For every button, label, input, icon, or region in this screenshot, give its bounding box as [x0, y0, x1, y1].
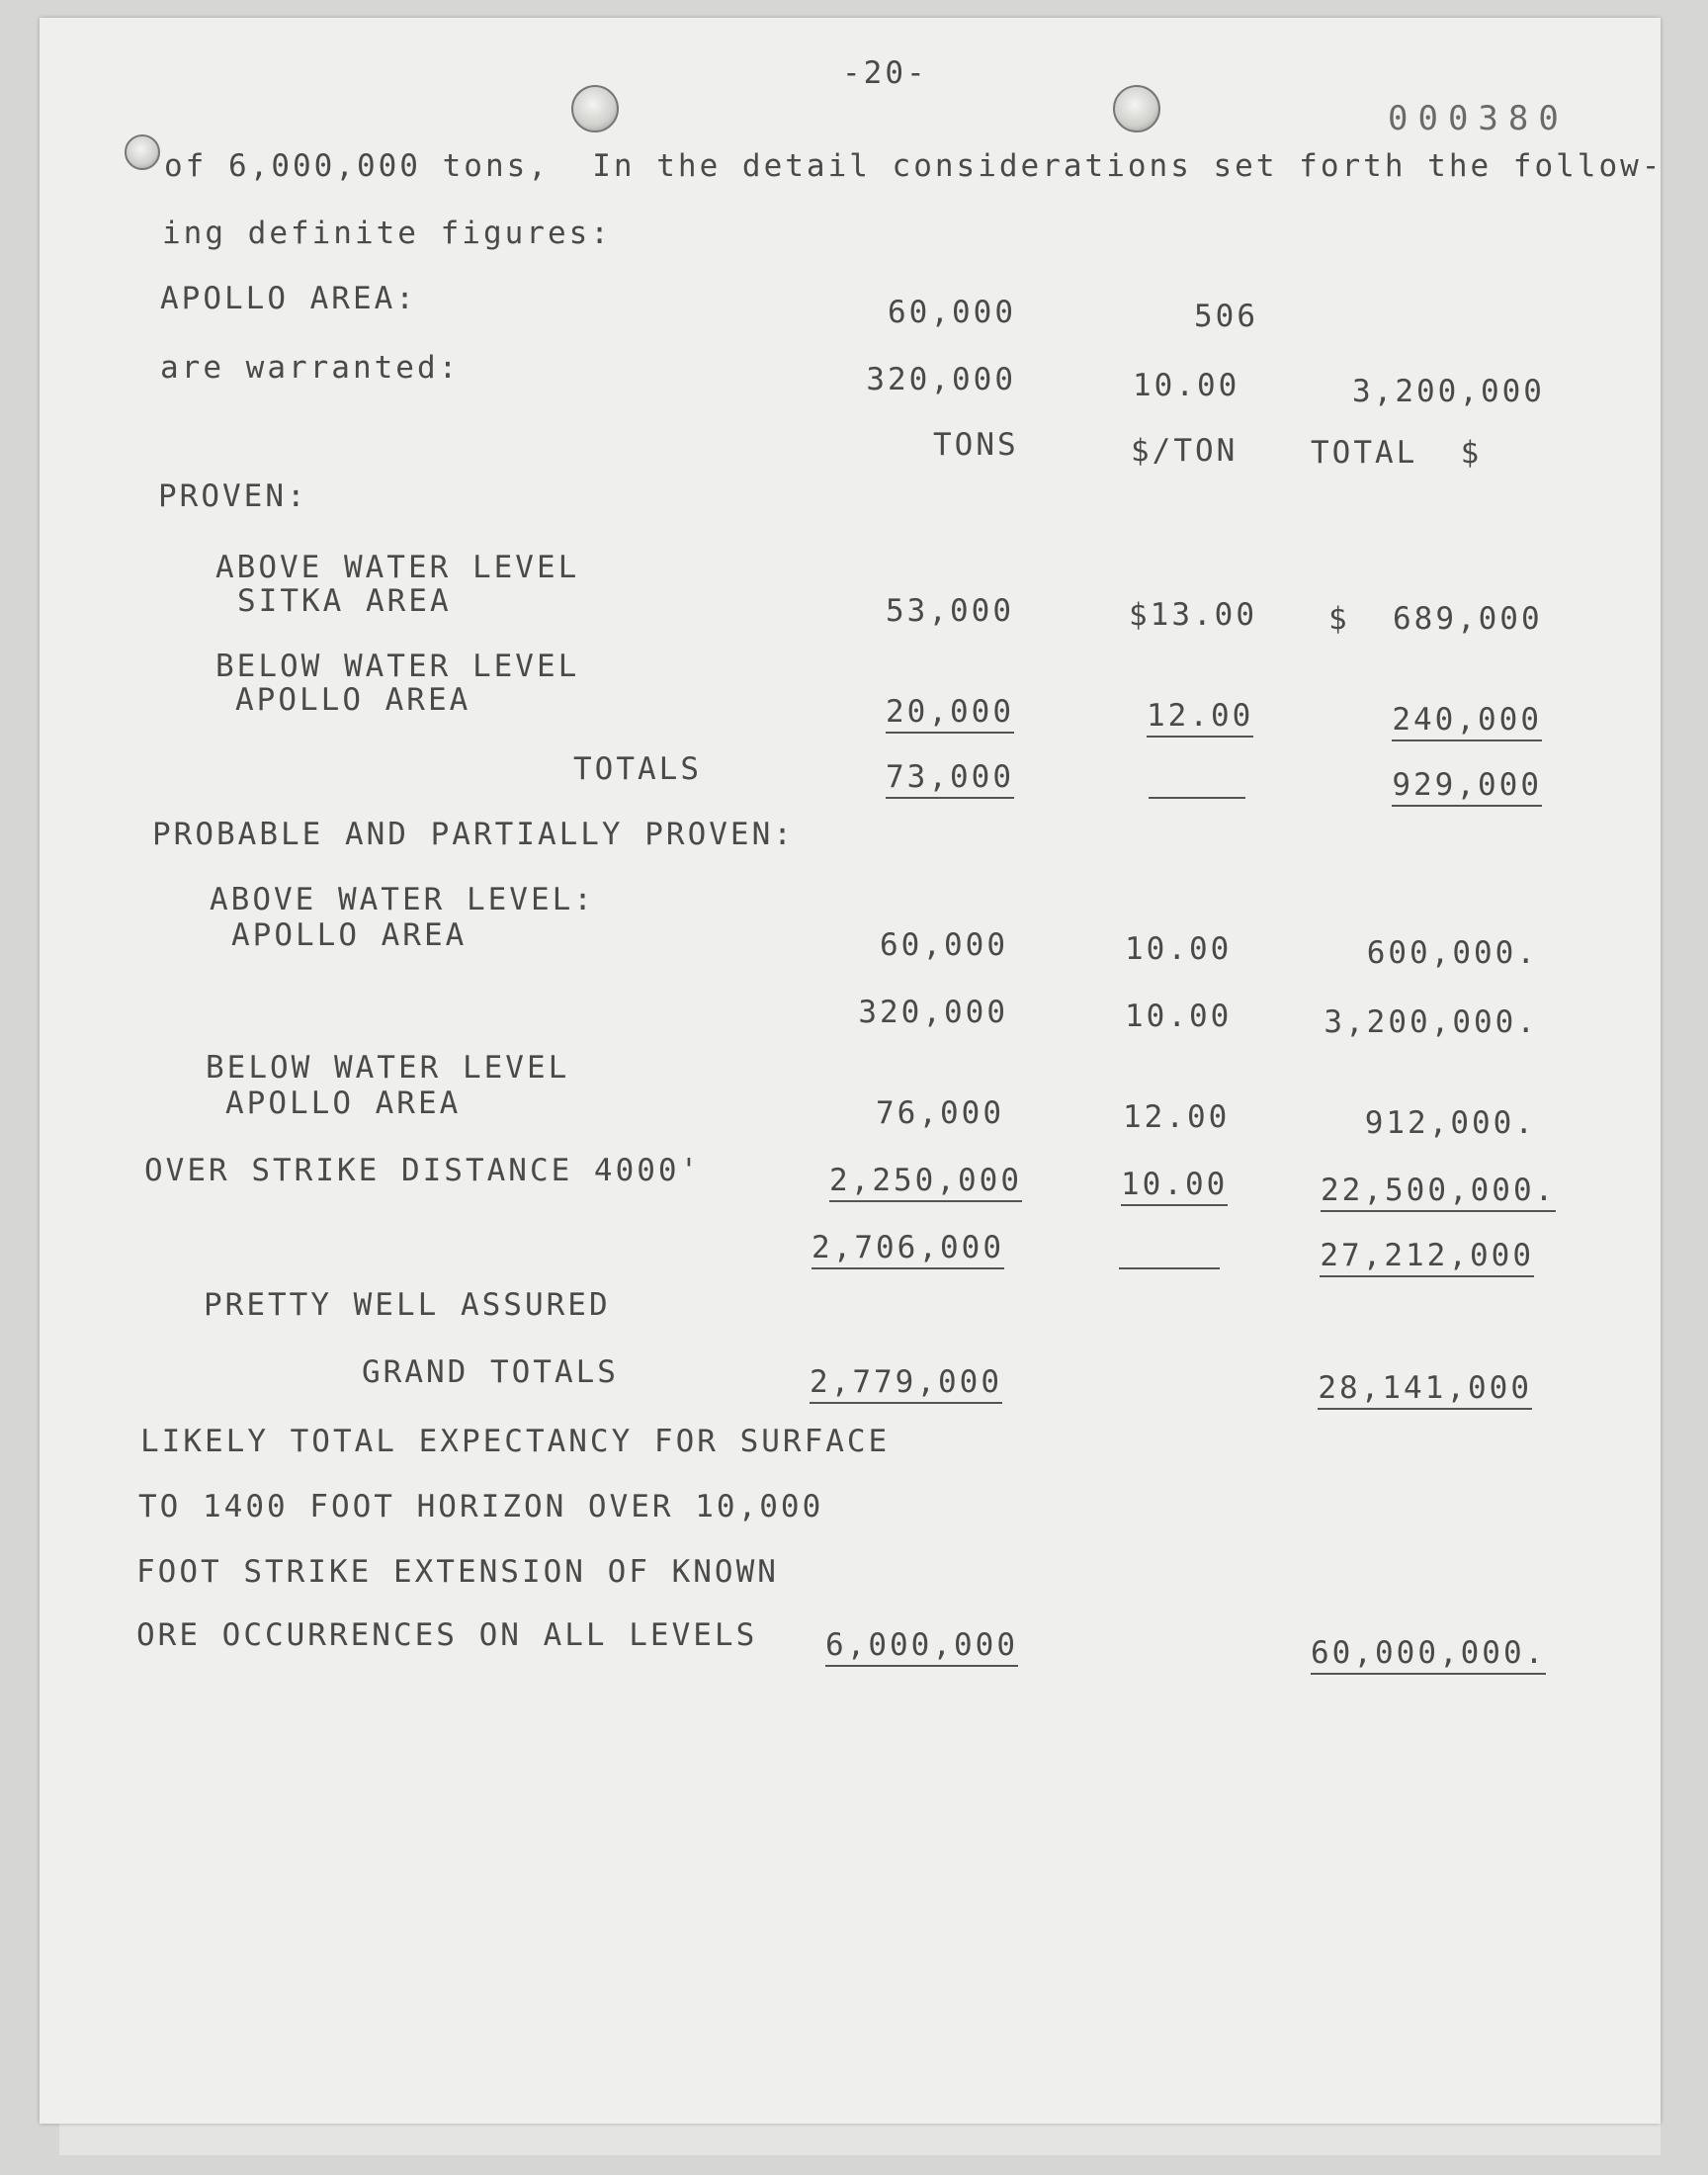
probable-row3-tons: 76,000	[876, 1095, 1004, 1131]
proven-heading: PROVEN:	[158, 478, 308, 514]
expectancy-total	[1311, 1635, 1547, 1671]
probable-row3-rate: 12.00	[1123, 1099, 1231, 1135]
proven-row2-rate-value: 12.00	[1147, 698, 1253, 738]
grand-totals-tons	[785, 1364, 1002, 1400]
probable-above-label2: APOLLO AREA	[231, 917, 468, 953]
proven-row1-total: $ 689,000	[1328, 601, 1543, 637]
grand-totals-tons-value: 2,779,000	[810, 1364, 1002, 1404]
probable-below-label2: APOLLO AREA	[225, 1086, 462, 1121]
pretty-well-assured-label: PRETTY WELL ASSURED	[204, 1287, 611, 1323]
probable-subtotal-tons-value: 2,706,000	[811, 1230, 1004, 1269]
proven-totals-tons	[797, 759, 1014, 795]
column-header-tons: TONS	[933, 427, 1019, 463]
proven-row2-tons	[797, 694, 1014, 730]
proven-row1-label2: SITKA AREA	[237, 583, 452, 619]
probable-heading: PROBABLE AND PARTIALLY PROVEN:	[152, 817, 795, 852]
probable-below-label1: BELOW WATER LEVEL	[206, 1050, 570, 1086]
probable-subtotal-tons	[787, 1230, 1004, 1265]
proven-row2-total	[1324, 702, 1542, 738]
punch-hole-corner	[125, 134, 160, 170]
apollo-rate: 506	[1194, 299, 1258, 334]
expectancy-line-3: FOOT STRIKE EXTENSION OF KNOWN	[136, 1554, 779, 1590]
strike-distance-label: OVER STRIKE DISTANCE 4000'	[144, 1153, 702, 1188]
column-header-rate: $/TON	[1131, 433, 1238, 469]
proven-totals-total	[1324, 767, 1542, 803]
expectancy-total-value: 60,000,000.	[1311, 1635, 1546, 1675]
probable-above-label1: ABOVE WATER LEVEL:	[210, 882, 595, 917]
probable-row4-total	[1321, 1173, 1557, 1208]
proven-row2-label2: APOLLO AREA	[235, 682, 471, 718]
probable-subtotal-total	[1317, 1238, 1534, 1273]
grand-totals-label: GRAND TOTALS	[362, 1354, 619, 1390]
grand-totals-total	[1315, 1370, 1532, 1406]
probable-row1-rate: 10.00	[1125, 931, 1233, 967]
probable-row4-rate-value: 10.00	[1121, 1167, 1228, 1206]
grand-totals-total-value: 28,141,000	[1318, 1370, 1532, 1410]
probable-row1-tons: 60,000	[880, 927, 1008, 963]
expectancy-line-2: TO 1400 FOOT HORIZON OVER 10,000	[138, 1489, 824, 1524]
probable-row4-total-value: 22,500,000.	[1321, 1173, 1556, 1212]
punch-hole-right	[1113, 85, 1160, 132]
warranted-tons: 320,000	[866, 362, 1016, 397]
proven-row1-rate: $13.00	[1129, 597, 1257, 633]
probable-subtotal-total-value: 27,212,000	[1320, 1238, 1534, 1277]
probable-row2-rate: 10.00	[1125, 999, 1233, 1034]
warranted-rate: 10.00	[1133, 368, 1240, 403]
probable-row4-tons-value: 2,250,000	[829, 1163, 1022, 1202]
proven-row1-label1: ABOVE WATER LEVEL	[215, 550, 580, 585]
proven-row1-tons: 53,000	[886, 593, 1014, 629]
expectancy-line-1: LIKELY TOTAL EXPECTANCY FOR SURFACE	[140, 1424, 891, 1459]
warranted-label: are warranted:	[160, 350, 461, 386]
column-header-total: TOTAL $	[1311, 435, 1483, 471]
proven-totals-tons-value: 73,000	[886, 759, 1014, 799]
proven-row2-label1: BELOW WATER LEVEL	[215, 649, 580, 684]
proven-totals-label: TOTALS	[573, 751, 702, 787]
probable-row2-tons: 320,000	[858, 995, 1008, 1030]
probable-row2-total: 3,200,000.	[1324, 1004, 1538, 1040]
probable-row1-total: 600,000.	[1366, 935, 1538, 971]
proven-row2-total-value: 240,000	[1392, 702, 1542, 741]
page-number: -20-	[842, 55, 928, 91]
probable-row4-tons	[805, 1163, 1022, 1198]
intro-line-1: of 6,000,000 tons, In the detail considerations set forth the follow-	[164, 148, 1664, 184]
proven-totals-total-value: 929,000	[1392, 767, 1542, 807]
expectancy-tons	[801, 1627, 1018, 1663]
intro-line-2: ing definite figures:	[162, 216, 612, 251]
proven-row2-tons-value: 20,000	[886, 694, 1014, 734]
document-number-stamp: 000380	[1388, 99, 1569, 138]
apollo-tons: 60,000	[888, 295, 1016, 330]
probable-row4-rate	[1121, 1167, 1228, 1202]
probable-row3-total: 912,000.	[1364, 1105, 1536, 1141]
apollo-area-label: APOLLO AREA:	[160, 281, 417, 316]
punch-hole-left	[571, 85, 619, 132]
proven-totals-rate-blank	[1149, 797, 1245, 799]
warranted-total: 3,200,000	[1352, 374, 1545, 409]
expectancy-tons-value: 6,000,000	[825, 1627, 1018, 1667]
proven-row2-rate	[1147, 698, 1253, 734]
probable-subtotal-rate-blank	[1119, 1267, 1220, 1269]
expectancy-line-4: ORE OCCURRENCES ON ALL LEVELS	[136, 1617, 758, 1653]
